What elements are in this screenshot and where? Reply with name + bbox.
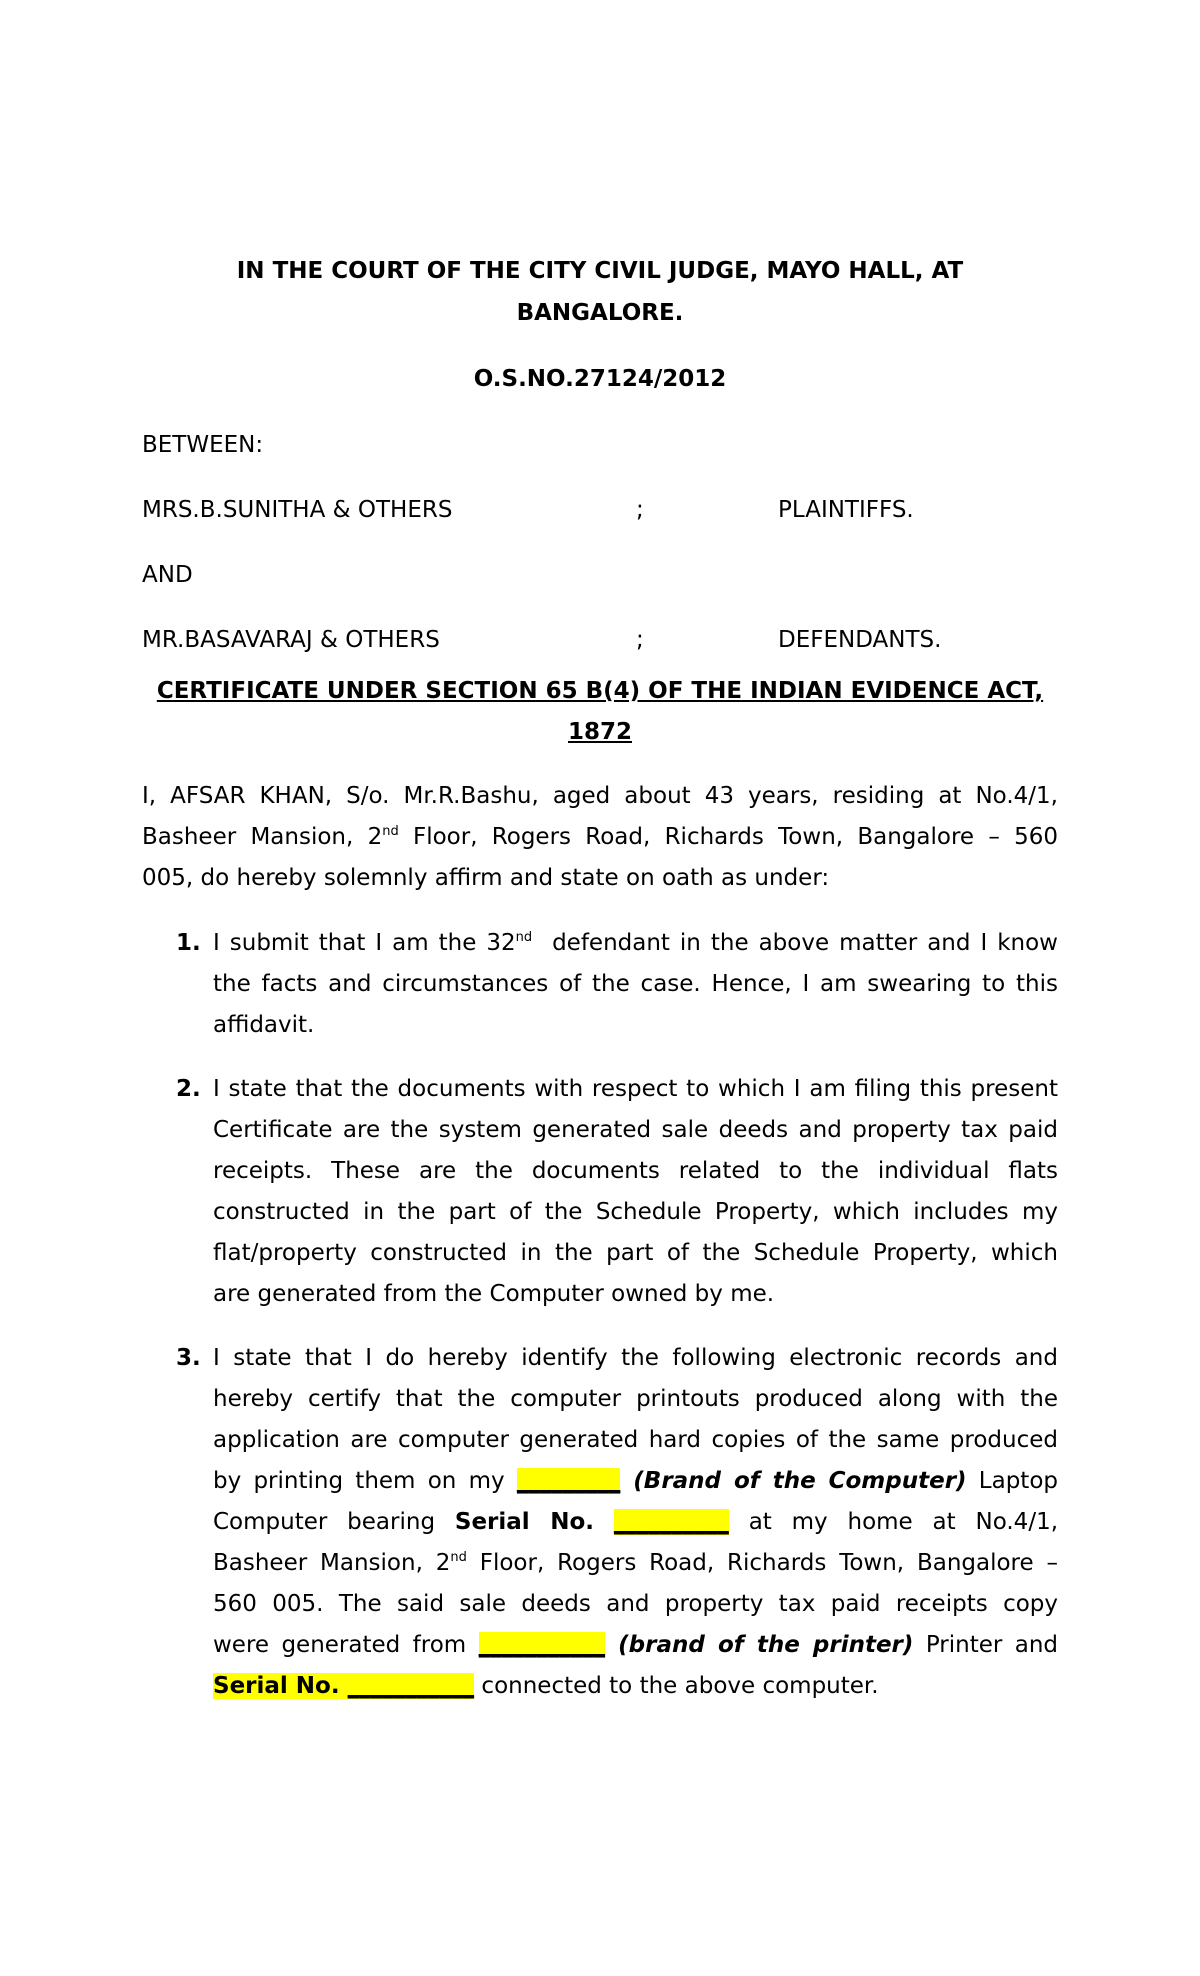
item-row: Basheer Mansion, 2nd Floor, Rogers Road, Richards Town, Bangalore – (213, 1550, 1058, 1576)
printer-serial-label: Serial No. (213, 1673, 348, 1699)
list-item-2 (176, 1069, 1058, 1315)
item-row: 560 005. The said sale deeds and property tax paid receipts copy (213, 1591, 1058, 1617)
defendant-separator: ; (636, 627, 644, 653)
item-row: by printing them on my _________ (Brand of the Computer) Laptop (213, 1468, 1058, 1494)
computer-brand-blank: _________ (516, 1468, 621, 1494)
item-row: I state that I do hereby identify the following electronic records and (213, 1345, 1058, 1371)
defendant-role: DEFENDANTS. (778, 627, 942, 653)
printer-brand-blank: ___________ (478, 1632, 606, 1658)
printer-brand-label: (brand of the printer) (605, 1632, 914, 1658)
plaintiff-separator: ; (636, 497, 644, 523)
intro-paragraph (142, 776, 1058, 899)
computer-brand-label: (Brand of the Computer) (620, 1468, 967, 1494)
item-row: the facts and circumstances of the case. Hence, I am swearing to this (213, 971, 1058, 997)
item-row: I state that the documents with respect to which I am filing this present (213, 1076, 1058, 1102)
item-row: are generated from the Computer owned by me. (213, 1281, 775, 1307)
list-item-3 (176, 1338, 1059, 1707)
certificate-title (142, 671, 1058, 753)
item-number: 3. (176, 1345, 201, 1371)
and-label: AND (142, 562, 193, 588)
item-row: were generated from ___________ (brand of the printer) Printer and (213, 1632, 1058, 1658)
list-item-1 (176, 923, 1058, 1046)
item-row: hereby certify that the computer printouts produced along with the (213, 1386, 1058, 1412)
item-row: Serial No. ___________ connected to the above computer. (213, 1673, 879, 1699)
item-row: Computer bearing Serial No. __________ at my home at No.4/1, (213, 1509, 1059, 1535)
item-row: application are computer generated hard copies of the same produced (213, 1427, 1058, 1453)
intro-row: 005, do hereby solemnly affirm and state on oath as under: (142, 865, 830, 891)
court-heading-line1: IN THE COURT OF THE CITY CIVIL JUDGE, MAYO HALL, AT (236, 258, 964, 284)
court-heading-line2: BANGALORE. (516, 300, 684, 326)
plaintiff-name: MRS.B.SUNITHA & OTHERS (142, 497, 453, 523)
item-row: I submit that I am the 32nd defendant in the above matter and I know (213, 930, 1058, 956)
item-row: receipts. These are the documents related to the individual flats (213, 1158, 1058, 1184)
item-row: Certificate are the system generated sale deeds and property tax paid (213, 1117, 1058, 1143)
item-number: 1. (176, 930, 201, 956)
item-row: constructed in the part of the Schedule Property, which includes my (213, 1199, 1058, 1225)
item-row: affidavit. (213, 1012, 315, 1038)
certificate-title-line2: 1872 (567, 719, 632, 745)
certificate-title-line1: CERTIFICATE UNDER SECTION 65 B(4) OF THE INDIAN EVIDENCE ACT, (156, 678, 1044, 704)
printer-serial-blank: ___________ (347, 1673, 475, 1699)
case-number: O.S.NO.27124/2012 (473, 366, 727, 392)
item-number: 2. (176, 1076, 201, 1102)
intro-row: I, AFSAR KHAN, S/o. Mr.R.Bashu, aged about 43 years, residing at No.4/1, (142, 783, 1058, 809)
intro-row: Basheer Mansion, 2nd Floor, Rogers Road, Richards Town, Bangalore – 560 (142, 824, 1058, 850)
serial-no-label: Serial No. (454, 1509, 595, 1535)
defendant-name: MR.BASAVARAJ & OTHERS (142, 627, 440, 653)
item-row: flat/property constructed in the part of the Schedule Property, which (213, 1240, 1058, 1266)
between-label: BETWEEN: (142, 432, 264, 458)
plaintiff-role: PLAINTIFFS. (778, 497, 914, 523)
computer-serial-blank: __________ (613, 1509, 729, 1535)
